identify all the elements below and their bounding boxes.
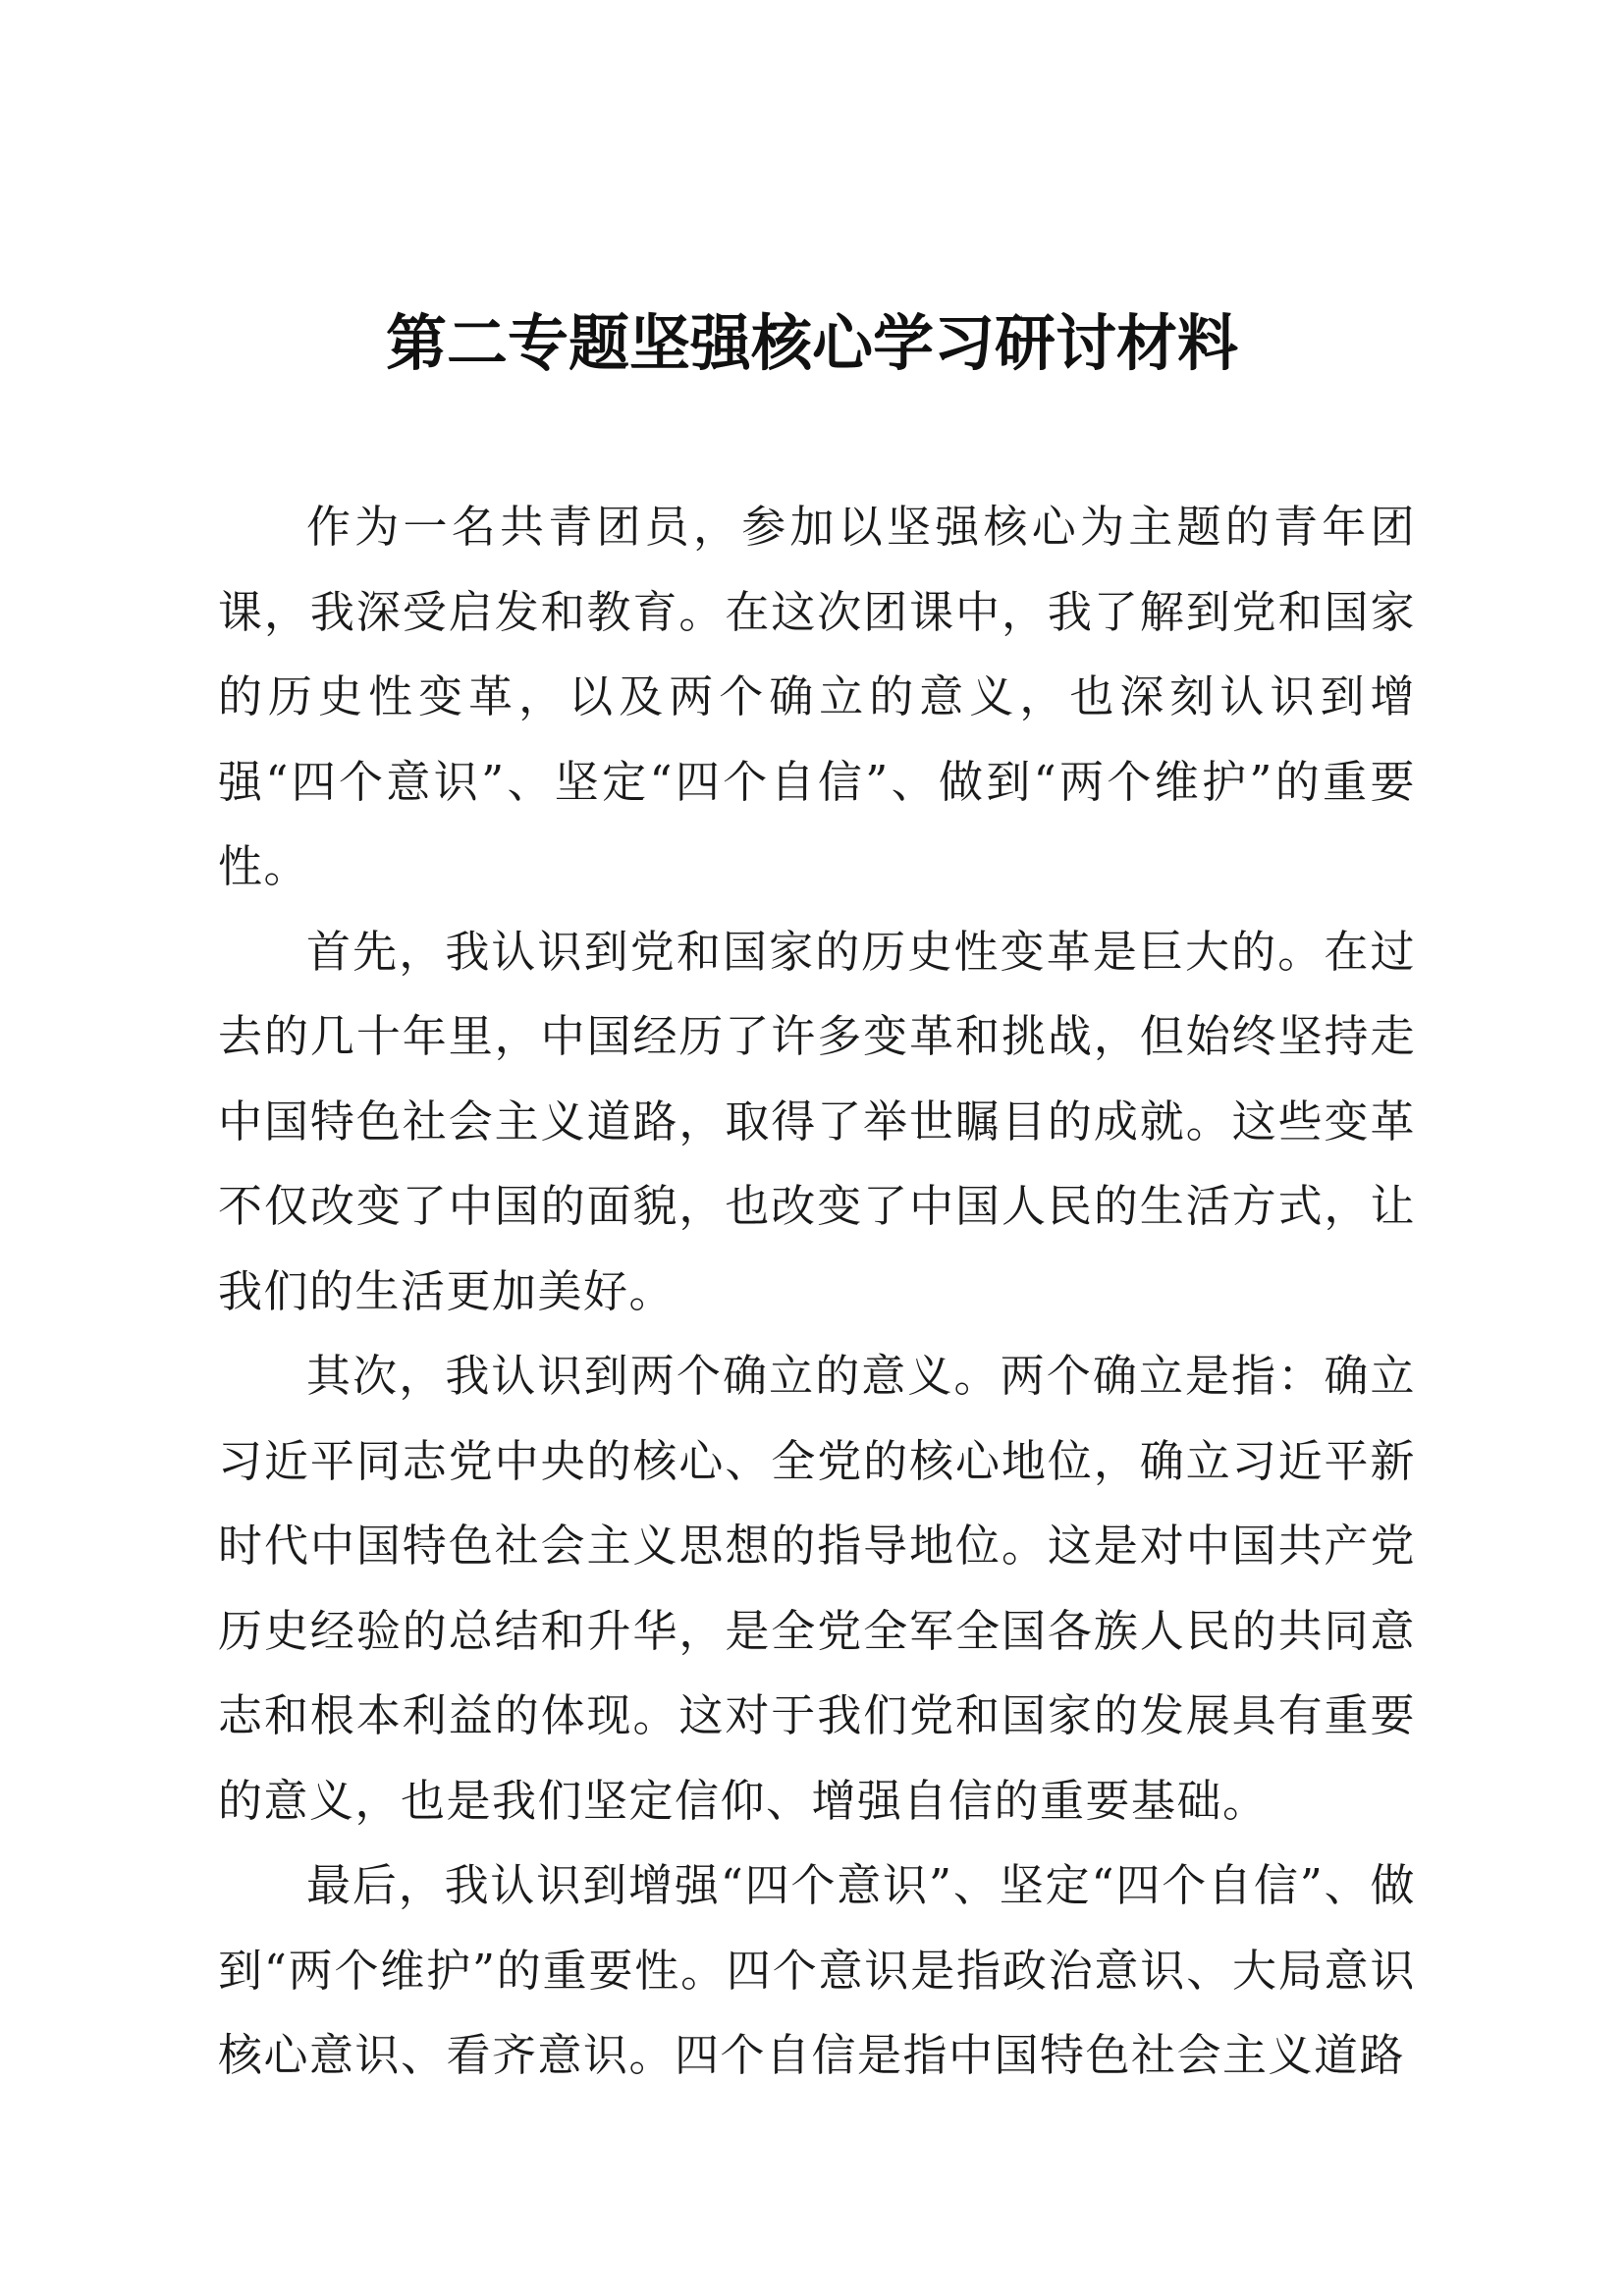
document-title: 第二专题坚强核心学习研讨材料 — [385, 307, 1238, 379]
paragraph-last: 最后，我认识到增强“四个意识”、坚定“四个自信”、做到“两个维护”的重要性。四个意识是指政治意识、大局意识核心意识、看齐意识。四个自信是指中国特色社会主义道路 — [218, 1859, 1416, 2081]
paragraph-first: 首先，我认识到党和国家的历史性变革是巨大的。在过去的几十年里，中国经历了许多变革和挑战，但始终坚持走中国特色社会主义道路，取得了举世瞩目的成就。这些变革不仅改变了中国的面貌，也改变了中国人民的生活方式，让我们的生活更加美好。 — [218, 925, 1416, 1317]
document-body — [218, 485, 1416, 2099]
paragraph-second: 其次，我认识到两个确立的意义。两个确立是指：确立习近平同志党中央的核心、全党的核心地位，确立习近平新时代中国特色社会主义思想的指导地位。这是对中国共产党历史经验的总结和升华，是全党全军全国各族人民的共同意志和根本利益的体现。这对于我们党和国家的发展具有重要的意义，也是我们坚定信仰、增强自信的重要基础。 — [218, 1350, 1416, 1827]
paragraph-intro: 作为一名共青团员，参加以坚强核心为主题的青年团课，我深受启发和教育。在这次团课中，我了解到党和国家的历史性变革，以及两个确立的意义，也深刻认识到增强“四个意识”、坚定“四个自信”、做到“两个维护”的重要性。 — [218, 501, 1416, 892]
